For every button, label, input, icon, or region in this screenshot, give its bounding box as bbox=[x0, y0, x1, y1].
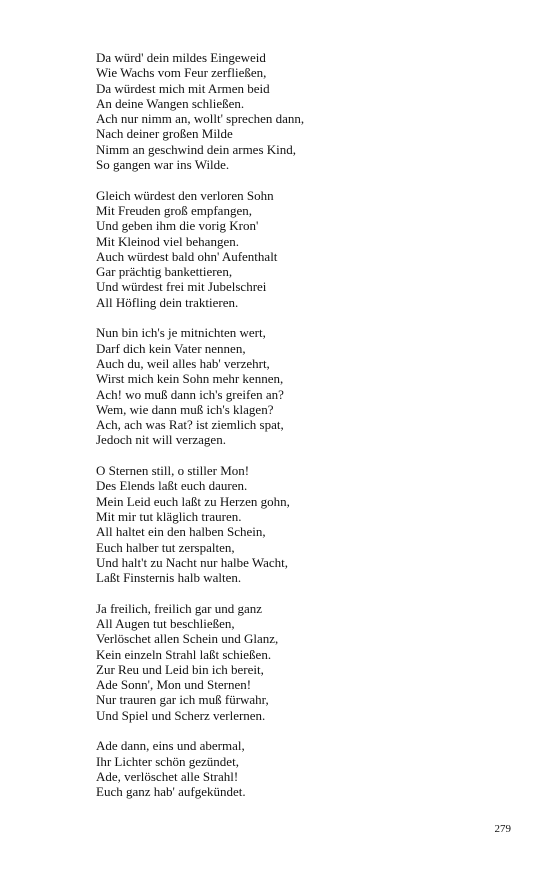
poem-line: Jedoch nit will verzagen. bbox=[96, 432, 226, 448]
stanza bbox=[96, 188, 516, 310]
poem-line: Und würdest frei mit Jubelschrei bbox=[96, 279, 267, 295]
poem-line: Kein einzeln Strahl laßt schießen. bbox=[96, 646, 272, 662]
poem-line: Gar prächtig bankettieren, bbox=[96, 264, 233, 280]
poem-line: Nur trauren gar ich muß fürwahr, bbox=[96, 692, 269, 708]
stanza bbox=[96, 601, 516, 723]
poem-line: Und Spiel und Scherz verlernen. bbox=[96, 707, 266, 723]
poem-line: Gleich würdest den verloren Sohn bbox=[96, 187, 274, 203]
poem-line: Ja freilich, freilich gar und ganz bbox=[96, 600, 263, 616]
stanza bbox=[96, 50, 516, 172]
poem-line: Zur Reu und Leid bin ich bereit, bbox=[96, 661, 264, 677]
poem-line: Mit Freuden groß empfangen, bbox=[96, 202, 252, 218]
poem-line: Auch du, weil alles hab' verzehrt, bbox=[96, 355, 270, 371]
poem-line: Verlöschet allen Schein und Glanz, bbox=[96, 631, 279, 647]
poem-line: Nun bin ich's je mitnichten wert, bbox=[96, 325, 266, 341]
poem-line: All Höfling dein traktieren. bbox=[96, 294, 239, 310]
poem-line: Und geben ihm die vorig Kron' bbox=[96, 218, 259, 234]
poem-line: Mit Kleinod viel behangen. bbox=[96, 233, 239, 249]
stanza bbox=[96, 463, 516, 585]
poem-line: Ach, ach was Rat? ist ziemlich spat, bbox=[96, 417, 284, 433]
poem-line: Da würdest mich mit Armen beid bbox=[96, 80, 270, 96]
poem-line: Euch halber tut zerspalten, bbox=[96, 539, 235, 555]
poem-text bbox=[96, 50, 516, 815]
poem-line: Ade, verlöschet alle Strahl! bbox=[96, 768, 239, 784]
poem-line: Darf dich kein Vater nennen, bbox=[96, 340, 246, 356]
stanza bbox=[96, 325, 516, 447]
poem-line: Da würd' dein mildes Eingeweid bbox=[96, 50, 266, 65]
poem-line: Auch würdest bald ohn' Aufenthalt bbox=[96, 248, 278, 264]
poem-line: Ihr Lichter schön gezündet, bbox=[96, 753, 239, 769]
poem-line: Ade dann, eins und abermal, bbox=[96, 738, 245, 754]
poem-line: Des Elends laßt euch dauren. bbox=[96, 478, 248, 494]
stanza bbox=[96, 738, 516, 799]
poem-line: O Sternen still, o stiller Mon! bbox=[96, 463, 250, 479]
poem-line: Ach! wo muß dann ich's greifen an? bbox=[96, 386, 284, 402]
page-number: 279 bbox=[494, 823, 511, 835]
poem-line: All haltet ein den halben Schein, bbox=[96, 524, 266, 540]
poem-line: Ade Sonn', Mon und Sternen! bbox=[96, 677, 252, 693]
poem-line: An deine Wangen schließen. bbox=[96, 95, 245, 111]
poem-line: Wem, wie dann muß ich's klagen? bbox=[96, 401, 274, 417]
poem-line: All Augen tut beschließen, bbox=[96, 615, 235, 631]
poem-line: Mein Leid euch laßt zu Herzen gohn, bbox=[96, 493, 290, 509]
poem-line: Ach nur nimm an, wollt' sprechen dann, bbox=[96, 111, 305, 127]
poem-line: Nach deiner großen Milde bbox=[96, 126, 233, 142]
poem-line: Wie Wachs vom Feur zerfließen, bbox=[96, 65, 267, 81]
poem-line: Nimm an geschwind dein armes Kind, bbox=[96, 141, 297, 157]
poem-line: Laßt Finsternis halb walten. bbox=[96, 570, 242, 586]
poem-line: Euch ganz hab' aufgekündet. bbox=[96, 784, 246, 800]
poem-line: So gangen war ins Wilde. bbox=[96, 157, 230, 173]
poem-line: Und halt't zu Nacht nur halbe Wacht, bbox=[96, 554, 289, 570]
poem-line: Mit mir tut kläglich trauren. bbox=[96, 508, 242, 524]
poem-line: Wirst mich kein Sohn mehr kennen, bbox=[96, 371, 284, 387]
